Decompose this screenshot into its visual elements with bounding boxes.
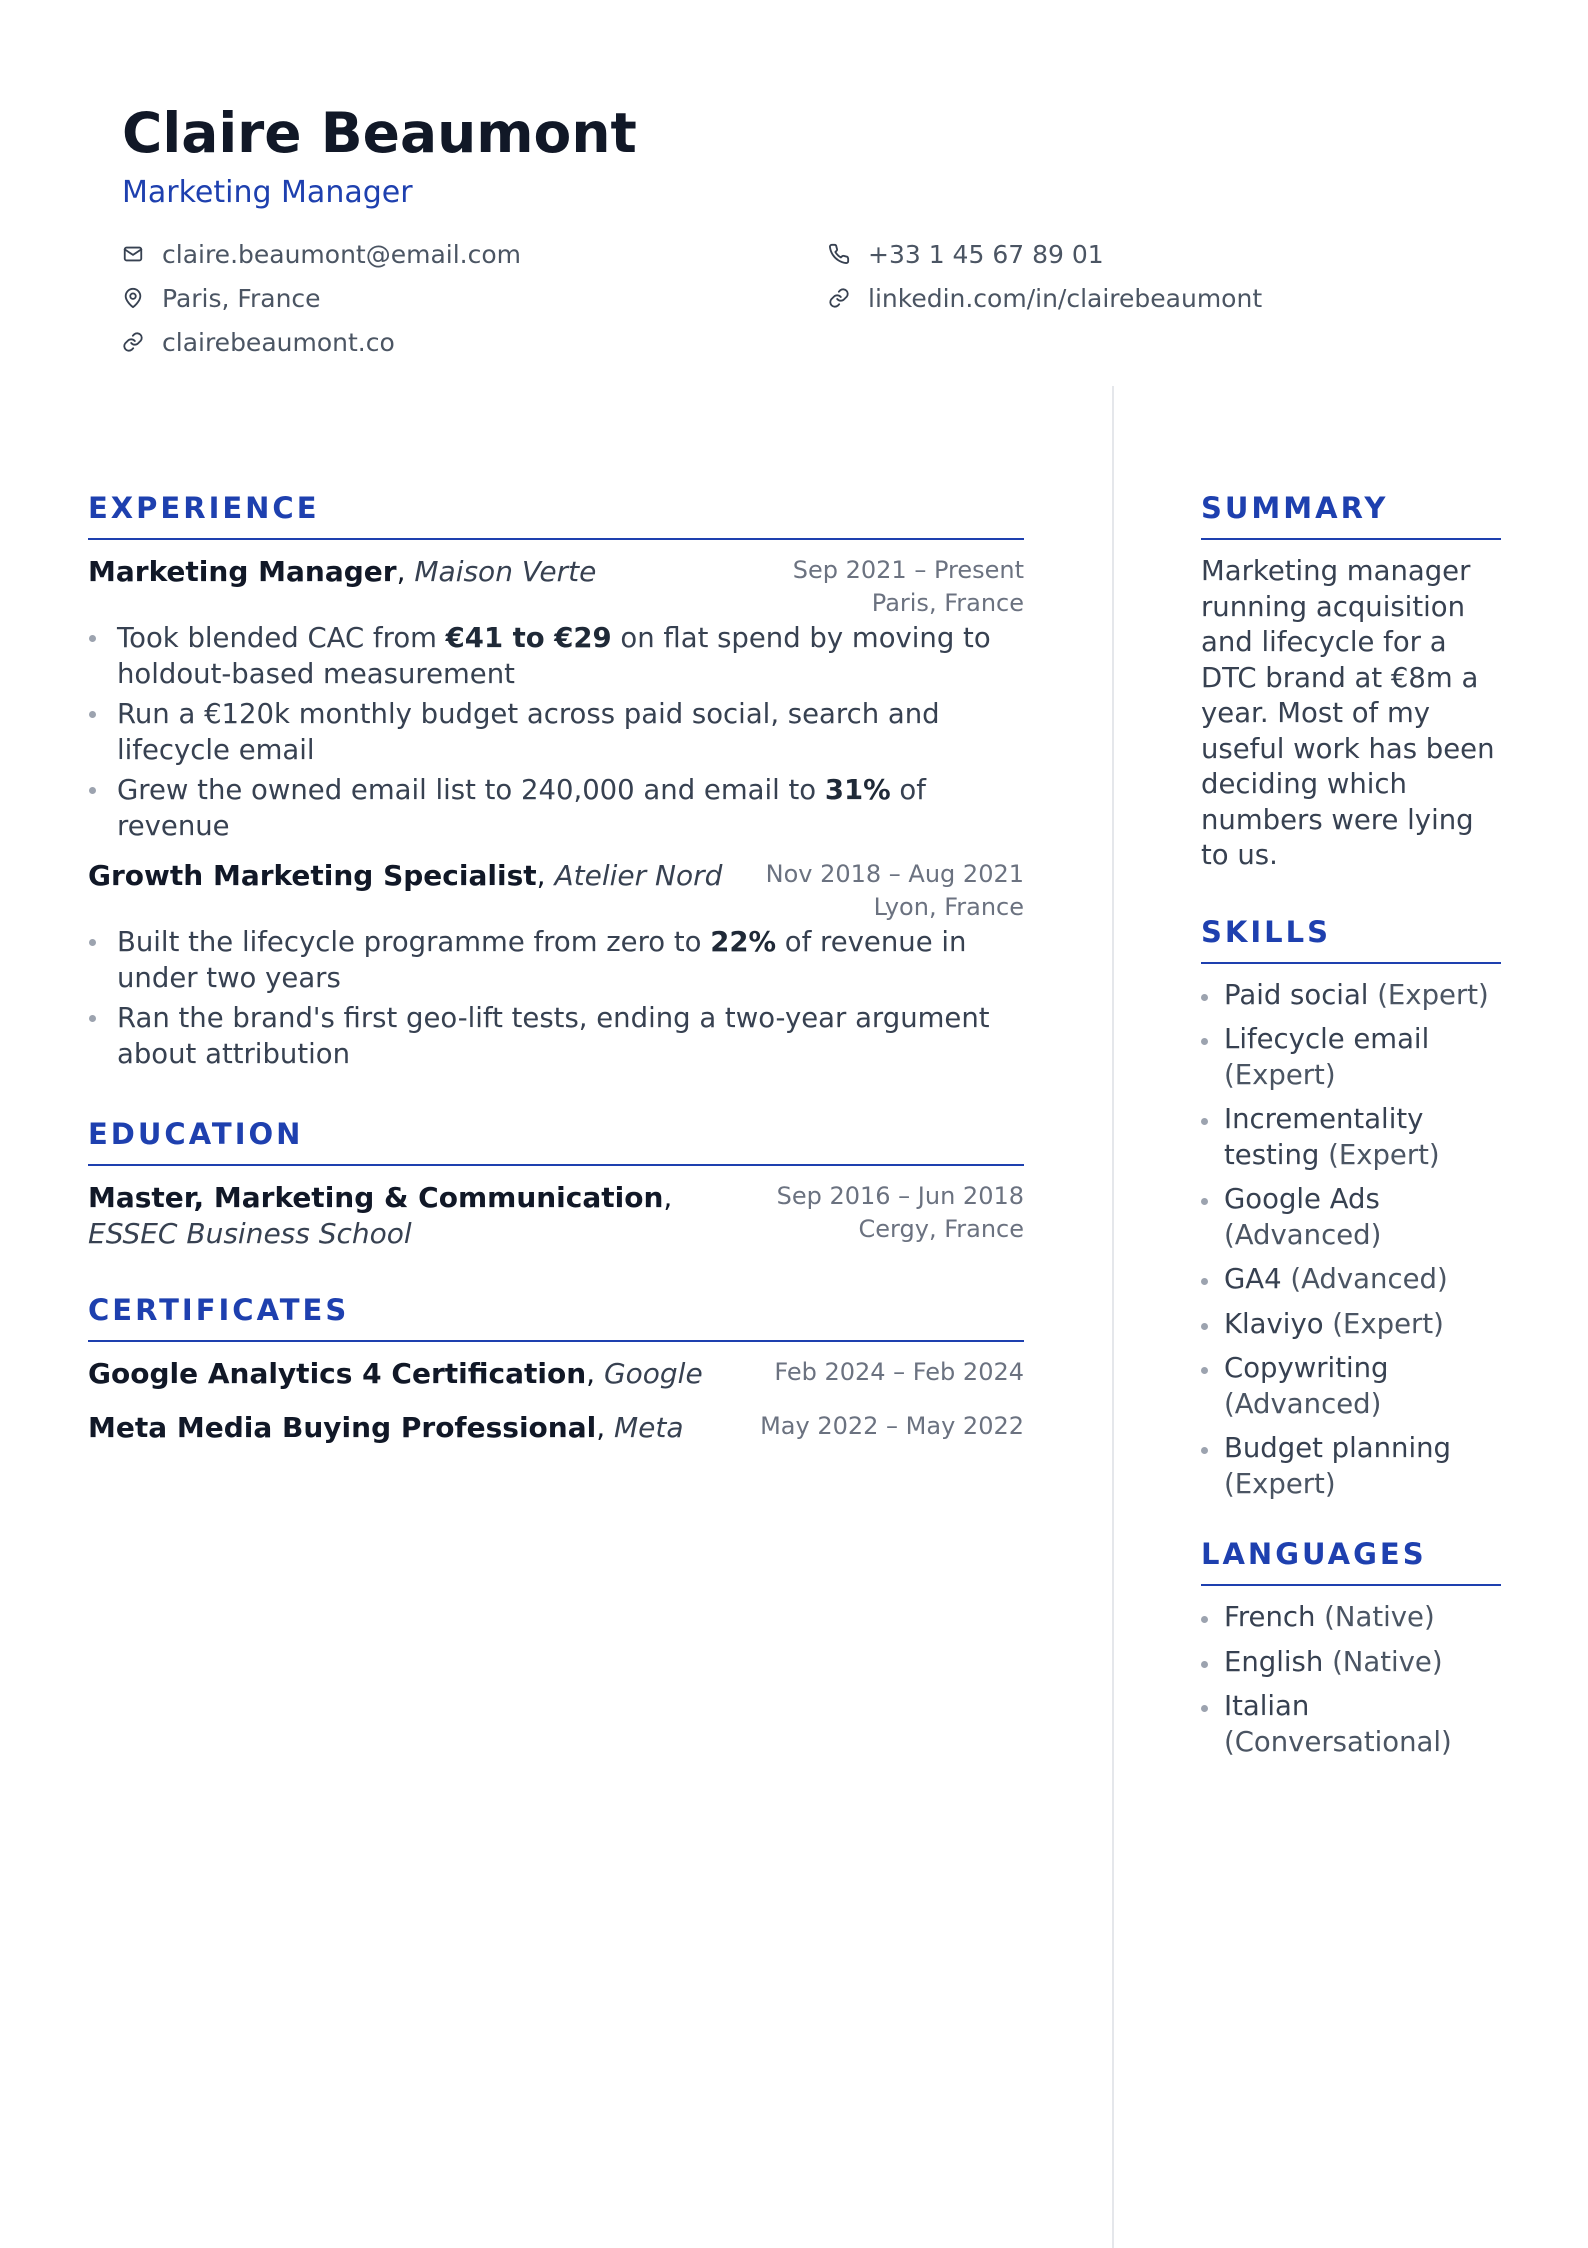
certificate-entry: Meta Media Buying Professional, Meta May 2022 – May 2022 [88,1411,1024,1444]
section-title: EXPERIENCE [88,491,320,525]
experience-section [88,488,1024,1072]
education-meta [777,1180,1024,1246]
job-meta [793,554,1024,620]
mail-icon [122,243,144,265]
contact-list [122,232,1482,364]
section-rule [88,538,1024,540]
bullet-item: Built the lifecycle programme from zero to 22% of revenue in under two years [88,924,1024,996]
job-bullets [88,924,1024,1072]
location-text: Paris, France [162,283,321,313]
languages-section [1201,1534,1501,1760]
phone-icon [828,243,850,265]
section-rule [1201,1584,1501,1586]
section-title: LANGUAGES [1201,1537,1427,1571]
bullet-item: Grew the owned email list to 240,000 and email to 31% of revenue [88,772,1024,844]
language-item: Italian (Conversational) [1201,1689,1501,1760]
certificate-name: Google Analytics 4 Certification [88,1357,587,1390]
skill-item: Paid social (Expert) [1201,978,1501,1014]
experience-entry [88,858,1024,1072]
skill-item: Lifecycle email (Expert) [1201,1022,1501,1093]
bullet-item: Run a €120k monthly budget across paid social, search and lifecycle email [88,696,1024,768]
skills-list [1201,978,1501,1503]
job-title-line: Marketing Manager, Maison Verte [88,555,597,588]
certificate-entry: Google Analytics 4 Certification, Google Feb 2024 – Feb 2024 [88,1357,1024,1390]
job-dates: Nov 2018 – Aug 2021 [765,860,1024,888]
summary-text: Marketing manager running acquisition and lifecycle for a DTC brand at €8m a year. Most of my useful work has been deciding which numbers were lying to us. [1201,555,1495,871]
section-rule [88,1340,1024,1342]
main-column [88,488,1024,1446]
certificate-dates: May 2022 – May 2022 [760,1412,1024,1440]
link-icon [828,287,850,309]
side-column [1201,488,1501,1769]
job-company: Maison Verte [414,555,597,588]
language-item: French (Native) [1201,1600,1501,1636]
job-meta [766,858,1024,924]
section-title: SUMMARY [1201,491,1389,525]
school-name: ESSEC Business School [88,1217,412,1250]
job-dates: Sep 2021 – Present [792,556,1024,584]
job-bullets [88,620,1024,844]
resume-header [122,96,1482,364]
job-company: Atelier Nord [554,859,723,892]
contact-phone[interactable] [828,232,1428,276]
link-icon [122,331,144,353]
contact-location [122,276,828,320]
candidate-name: Claire Beaumont [122,101,637,165]
certificates-section [88,1290,1024,1446]
section-title: EDUCATION [88,1117,304,1151]
contact-website[interactable] [122,320,828,364]
job-location: Paris, France [871,589,1024,617]
summary-section [1201,488,1501,874]
map-pin-icon [122,287,144,309]
education-section [88,1114,1024,1252]
candidate-role: Marketing Manager [122,175,413,210]
skill-item: Budget planning (Expert) [1201,1431,1501,1502]
contact-email[interactable] [122,232,828,276]
bullet-item: Ran the brand's first geo-lift tests, ending a two-year argument about attribution [88,1000,1024,1072]
job-position: Growth Marketing Specialist [88,859,537,892]
skill-item: GA4 (Advanced) [1201,1262,1501,1298]
skills-section [1201,912,1501,1503]
section-rule [88,1164,1024,1166]
skill-item: Incrementality testing (Expert) [1201,1102,1501,1173]
section-title: CERTIFICATES [88,1293,350,1327]
website-text: clairebeaumont.co [162,327,395,357]
section-rule [1201,962,1501,964]
email-text: claire.beaumont@email.com [162,239,522,269]
certificate-name: Meta Media Buying Professional [88,1411,597,1444]
experience-entry [88,554,1024,844]
education-location: Cergy, France [858,1215,1024,1243]
job-location: Lyon, France [873,893,1024,921]
phone-text: +33 1 45 67 89 01 [868,239,1104,269]
language-item: English (Native) [1201,1645,1501,1681]
certificate-issuer: Google [603,1357,703,1390]
certificate-issuer: Meta [614,1411,684,1444]
section-rule [1201,538,1501,540]
job-title-line: Growth Marketing Specialist, Atelier Nord [88,859,723,892]
contact-linkedin[interactable] [828,276,1428,320]
linkedin-text: linkedin.com/in/clairebeaumont [868,283,1263,313]
skill-item: Google Ads (Advanced) [1201,1182,1501,1253]
skill-item: Klaviyo (Expert) [1201,1307,1501,1343]
section-title: SKILLS [1201,914,1331,949]
certificate-dates: Feb 2024 – Feb 2024 [774,1358,1024,1386]
degree-name: Master, Marketing & Communication [88,1181,664,1214]
education-dates: Sep 2016 – Jun 2018 [776,1182,1024,1210]
education-title-line: Master, Marketing & Communication, ESSEC Business School [88,1181,673,1250]
skill-item: Copywriting (Advanced) [1201,1351,1501,1422]
job-position: Marketing Manager [88,555,397,588]
education-entry [88,1180,1024,1252]
bullet-item: Took blended CAC from €41 to €29 on flat spend by moving to holdout-based measurement [88,620,1024,692]
languages-list [1201,1600,1501,1760]
column-divider [1112,386,1114,2248]
